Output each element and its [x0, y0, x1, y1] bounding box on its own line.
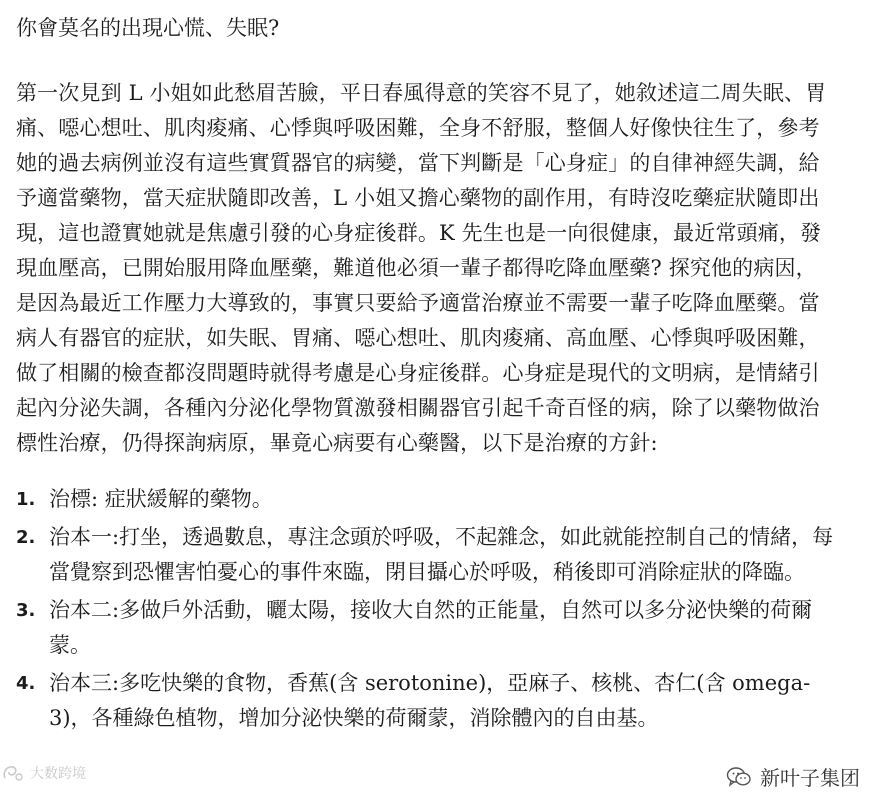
list-text: 治本三:多吃快樂的食物，香蕉(含 serotonine)，亞麻子、核桃、杏仁(含 omega-3)，各種綠色植物，增加分泌快樂的荷爾蒙，消除體內的自由基。 — [49, 671, 811, 730]
list-number: 4. — [16, 673, 36, 694]
list-item — [16, 482, 839, 517]
wechat-icon — [726, 765, 752, 789]
list-item — [16, 520, 839, 590]
watermark-right — [726, 762, 860, 791]
article-paragraph: 第一次見到 L 小姐如此愁眉苦臉，平日春風得意的笑容不見了，她敘述這二周失眠、胃痛、噁心想吐、肌肉痠痛、心悸與呼吸困難，全身不舒服，整個人好像快往生了，參考她的過去病例並沒有這些實質器官的病變，當下判斷是「心身症」的自律神經失調，給予適當藥物，當天症狀隨即改善，L 小姐又擔心藥物的副作用，有時沒吃藥症狀隨即出現，這也證實她就是焦慮引發的心身症後群。K 先生也是一向很健康，最近常頭痛，發現血壓高，已開始服用降血壓藥，難道他必須一輩子都得吃降血壓藥? 探究他的病因，是因為最近工作壓力大導致的，事實只要給予適當治療並不需要一輩子吃降血壓藥。當病人有器官的症狀，如失眠、胃痛、噁心想吐、肌肉痠痛、高血壓、心悸與呼吸困難，做了相關的檢查都沒問題時就得考慮是心身症後群。心身症是現代的文明病，是情緒引起內分泌失調，各種內分泌化學物質激發相關器官引起千奇百怪的病，除了以藥物做治標性治療，仍得探詢病原，畢竟心病要有心藥醫，以下是治療的方針: — [16, 81, 827, 455]
dashuju-logo-icon — [2, 764, 24, 782]
list-text: 治標: 症狀緩解的藥物。 — [49, 487, 273, 511]
list-number: 3. — [16, 600, 36, 621]
list-number: 2. — [16, 527, 36, 548]
treatment-list — [16, 482, 856, 739]
article-title: 你會莫名的出現心慌、失眠? — [16, 16, 280, 40]
list-text: 治本一:打坐，透過數息，專注念頭於呼吸，不起雜念，如此就能控制自己的情緒，每當覺察到恐懼害怕憂心的事件來臨，閉目攝心於呼吸，稍後即可消除症狀的降臨。 — [49, 525, 834, 584]
list-number: 1. — [16, 489, 36, 510]
watermark-left-text: 大数跨境 — [30, 766, 86, 782]
watermark-left — [2, 763, 86, 783]
watermark-right-text: 新叶子集团 — [760, 766, 860, 790]
list-item — [16, 666, 839, 736]
list-item — [16, 593, 839, 663]
list-text: 治本二:多做戶外活動，曬太陽，接收大自然的正能量，自然可以多分泌快樂的荷爾蒙。 — [49, 598, 813, 657]
